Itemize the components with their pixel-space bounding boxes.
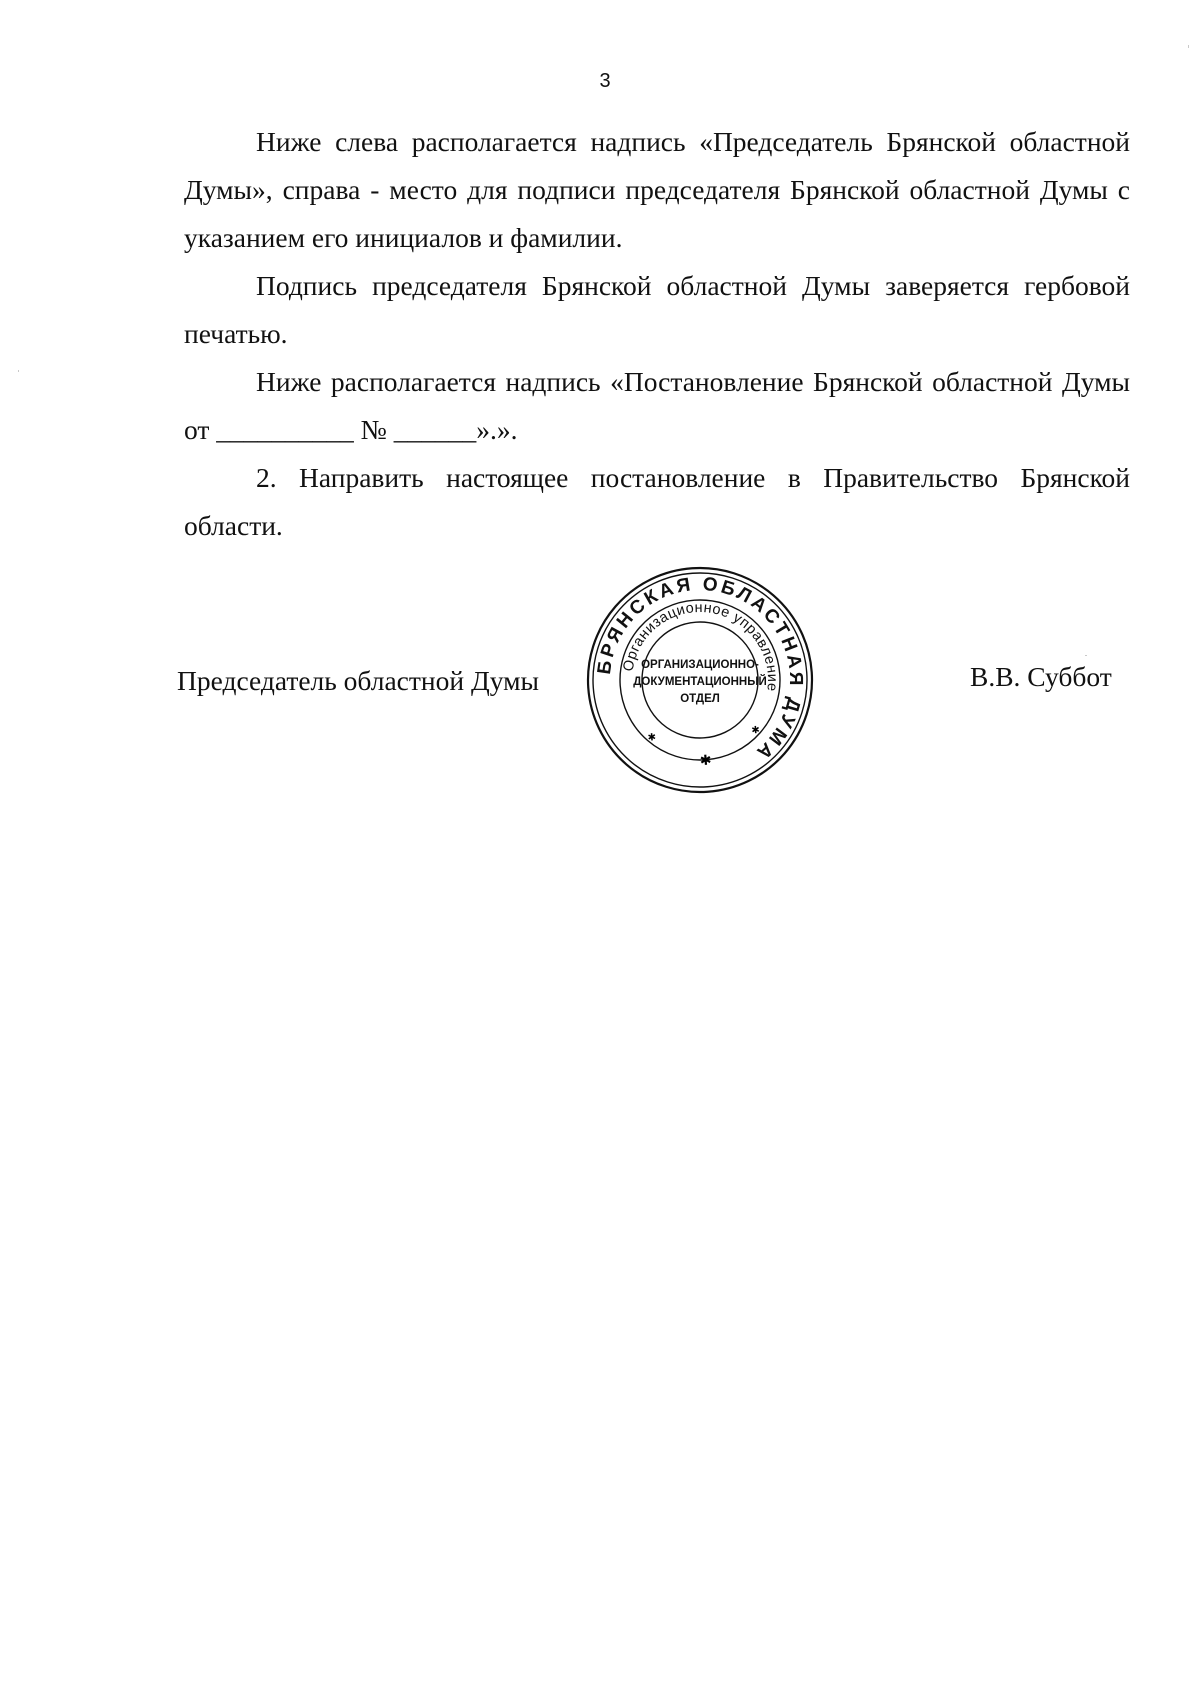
seal-outer-textpath: БРЯНСКАЯ ОБЛАСТНАЯ ДУМА	[593, 573, 807, 765]
seal-graphic	[585, 565, 815, 795]
seal-inner-textpath: Организационное управление	[620, 599, 781, 693]
scan-artifact	[1188, 45, 1189, 48]
seal-center-line-2: ДОКУМЕНТАЦИОННЫЙ	[633, 676, 767, 688]
seal-right-star-icon: ✱	[751, 724, 761, 737]
paragraph-send-to-government: 2. Направить настоящее постановление в Правительство Брянской области.	[184, 462, 1130, 541]
seal-bottom-star-icon: ✱	[699, 753, 713, 770]
official-seal-stamp	[585, 565, 815, 795]
paragraph-seal-certification: Подпись председателя Брянской областной Думы заверяется гербовой печатью.	[184, 270, 1130, 349]
seal-left-star-icon: ✱	[647, 732, 657, 744]
document-body	[184, 118, 1130, 550]
scan-artifact	[18, 370, 19, 372]
signatory-name: В.В. Суббот	[970, 661, 1112, 692]
signatory-title: Председатель областной Думы	[177, 665, 539, 696]
seal-center-line-3: ОТДЕЛ	[680, 693, 720, 705]
scan-artifact	[1085, 655, 1087, 656]
paragraph-resolution-inscription: Ниже располагается надпись «Постановление Брянской областной Думы от __________ № ______».».	[184, 366, 1130, 445]
seal-center-line-1: ОРГАНИЗАЦИОННО-	[641, 659, 759, 671]
page-number: 3	[599, 70, 611, 92]
paragraph-chairman-inscription: Ниже слева располагается надпись «Председатель Брянской областной Думы», справа - место для подписи председателя Брянской областной Думы с указанием его инициалов и фамилии.	[184, 126, 1130, 253]
